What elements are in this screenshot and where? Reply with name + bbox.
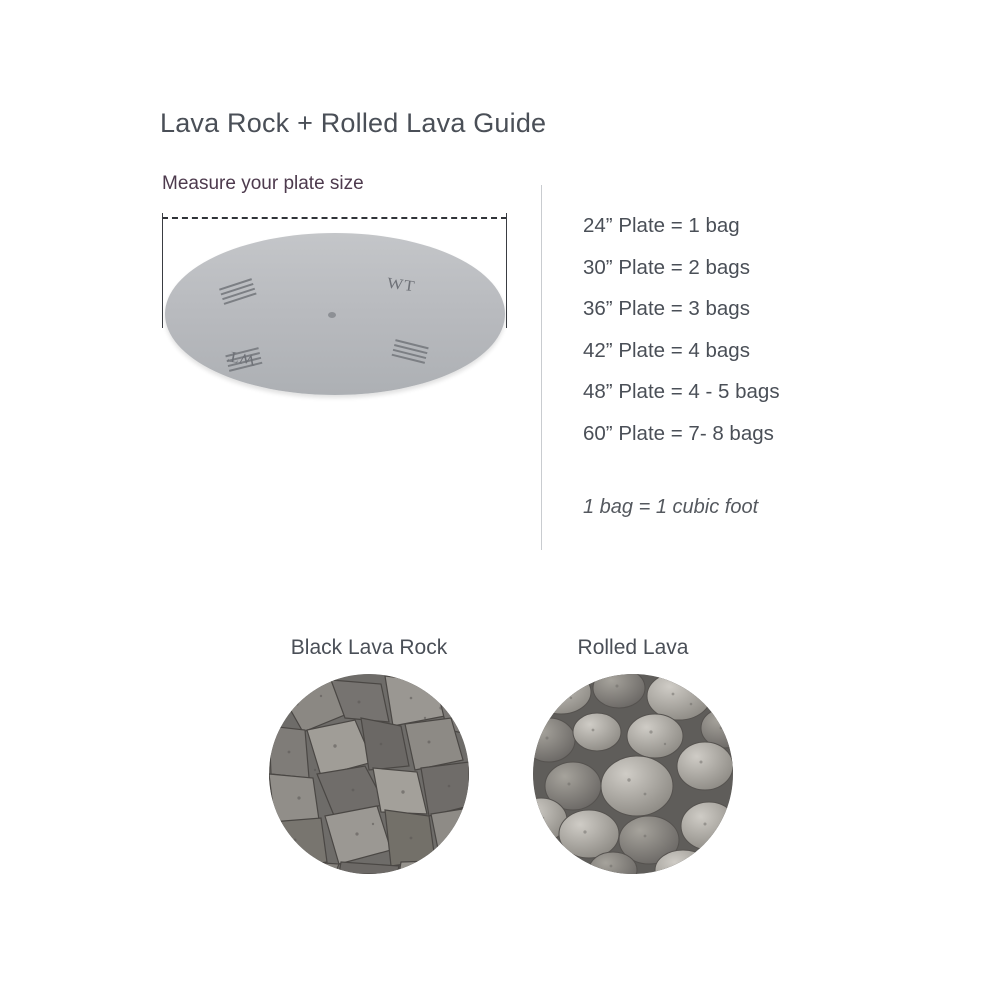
- measure-plate-label: Measure your plate size: [162, 173, 364, 194]
- swatch-black-lava-rock: [269, 636, 469, 874]
- list-item: 30” Plate = 2 bags: [583, 255, 750, 279]
- vertical-divider: [541, 185, 542, 550]
- burner-plate-ellipse: [165, 233, 505, 395]
- page-title: Lava Rock + Rolled Lava Guide: [160, 108, 547, 138]
- plate-logo-mark-bottom-left: WT: [225, 347, 257, 370]
- list-item: 24” Plate = 1 bag: [583, 214, 740, 237]
- plate-diagram: [150, 205, 530, 420]
- swatch-title: Rolled Lava: [577, 636, 689, 659]
- lava-rock-photo-icon: [269, 674, 469, 874]
- swatch-title: Black Lava Rock: [290, 636, 448, 659]
- plate-logo-mark-top-right: WT: [386, 274, 417, 296]
- plate-center-hole: [328, 312, 336, 318]
- measurement-tick-right: [506, 213, 507, 328]
- rolled-lava-photo-icon: [533, 674, 733, 874]
- swatch-rolled-lava: [533, 636, 733, 874]
- measurement-tick-left: [162, 213, 163, 328]
- list-item: 60” Plate = 7- 8 bags: [583, 421, 774, 445]
- list-item: 42” Plate = 4 bags: [583, 338, 750, 362]
- list-item: 48” Plate = 4 - 5 bags: [583, 380, 780, 403]
- bag-volume-note: 1 bag = 1 cubic foot: [583, 496, 759, 518]
- list-item: 36” Plate = 3 bags: [583, 297, 750, 320]
- measurement-dashed-line: [162, 217, 507, 219]
- plate-hatch-mark-top-left: [219, 278, 257, 306]
- plate-size-list: [583, 205, 943, 454]
- plate-hatch-mark-bottom-right: [391, 339, 428, 365]
